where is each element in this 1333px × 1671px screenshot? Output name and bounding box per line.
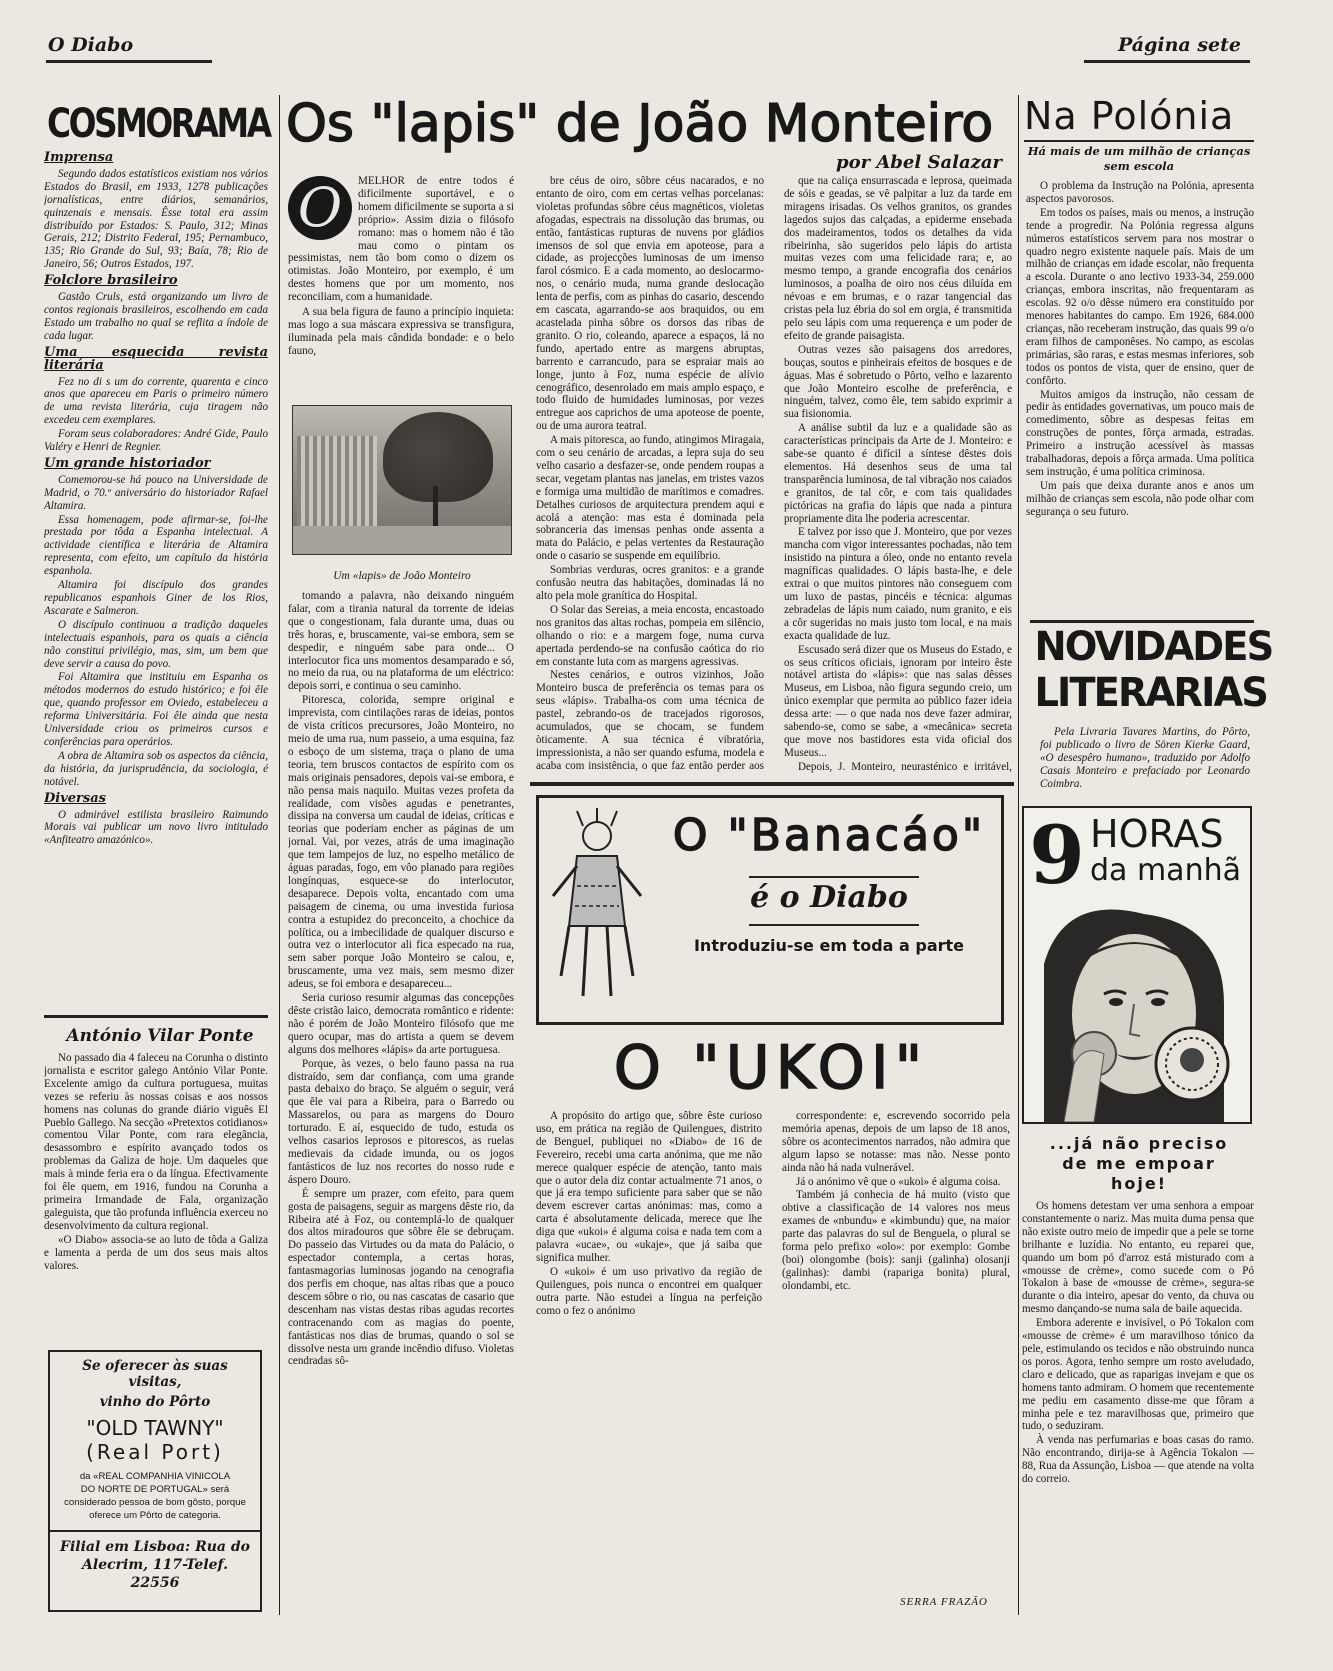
paragraph: No passado dia 4 faleceu na Corunha o distinto jornalista e escritor galego António Vilar Ponte. Excelente amigo da cultura portuguesa, muitas vezes se referiu às nossas coisas e aos nossos homens nas colunas do grande diário viguês El Pueblo Gallego. Na secção «Pretextos cotidianos» comentou Vilar Ponte, com rara elegância, desassombro e espírito avançado todos os problemas da Galiza de hoje. Um daqueles que mais à minde feria era o da língua. Efectivamente foi êle quem, em 1916, fundou na Corunha a primeira Irmandade de Fala, organização galeguista, que tão profunda influência exerceu no desenvolvimento da cultura regional. bbox=[44, 1052, 268, 1232]
wine-sub: (Real Port) bbox=[86, 1440, 224, 1464]
wine-company-c: considerado pessoa de bom gôsto, porque bbox=[64, 1497, 246, 1508]
wine-company-d: oferece um Pôrto de categoria. bbox=[89, 1510, 221, 1521]
paragraph: Outras vezes são paisagens dos arredores, bouças, soutos e pinheirais efeitos de bosques e de águas. Mas é sobretudo o Pôrto, velho e lazarento que João Monteiro escolhe de preferência, e ninguém, talvez, como êle, tem sabido exprimir a sua fisionomia. bbox=[784, 343, 1012, 421]
novidades-title bbox=[1034, 624, 1273, 716]
paragraph: Essa homenagem, pode afirmar-se, foi-lhe prestada por tôda a Espanha intelectual. A actividade científica e literária de Altamira representa, com efeito, um capítulo da história espanhola. bbox=[44, 513, 268, 578]
paragraph: Foi Altamira que instituiu em Espanha os métodos modernos do estudo histórico; e foi êle que, quando professor em Oviedo, estabeleceu a reforma Universitária. Foi êle ainda que nesta Universidade criou os primeiros cursos e conferências para operários. bbox=[44, 671, 268, 748]
novidades-title-a: NOVIDADES bbox=[1034, 624, 1273, 670]
paragraph: Altamira foi discípulo dos grandes republicanos espanhois Giner de los Rios, Ascarate e Salmeron. bbox=[44, 579, 268, 617]
wine-brand: "OLD TAWNY" bbox=[86, 1416, 224, 1440]
wine-company-b: DO NORTE DE PORTUGAL» será bbox=[80, 1484, 230, 1495]
novidades-title-b: LITERARIAS bbox=[1034, 670, 1267, 716]
paragraph: Já o anónimo vê que o «ukoi» é alguma coisa. bbox=[796, 1175, 1001, 1188]
section-heading: Imprensa bbox=[44, 150, 114, 165]
drop-cap: O bbox=[288, 176, 352, 240]
paragraph: Em todos os países, mais ou menos, a instrução tende a progredir. Na Polónia regressa alguns números estatísticos servem para nos mostrar o quadro negro existente naquele país. Mais de um milhão de crianças em idade escolar, não frequenta a escola. Durante o ano lectivo 1933-34, 259.000 crianças, embora inscritas, não frequentaram as escolas. 92 o/o dêsse número era constituído por menores habitantes do campo. Em 1926, 684.000 crianças, não receberam instrução, das quais 99 o/o eram filhos de camponêses. No campo, as escolas primárias, são raras, e estas mesmas inferiores, sob todos os pontos de vista, quer de ensino, quer de confôrto. bbox=[1026, 206, 1254, 387]
polonia-subtitle-a: Há mais de um milhão de crianças bbox=[1027, 144, 1251, 158]
paragraph: E talvez por isso que J. Monteiro, que por vezes mancha com vigor interessantes pochadas, não tem insistido na pintura a óleo, onde no entanto revela magníficas qualidades. O lápis basta-lhe, e dele extrai o que muitos pintores não conseguem com um luxo de pastas, pincéis e técnica: algumas zebradelas de lápis num caiado, num granito, e eis a côr sugeridas no mais justo tom local, e na mais exacta qualidade de luz. bbox=[784, 526, 1012, 642]
main-col3 bbox=[784, 175, 1012, 773]
vilar-title: António Vilar Ponte bbox=[66, 1026, 254, 1046]
paragraph: Também já conhecia de há muito (visto que obtive a classificação de 14 valores nos meus exames de «nbundu» e «kimbundu) que, na maior parte das palavras do sul de Benguela, o plural se forma pelo prefixo «olo»: por exemplo: Gombe (boi) olongombe (bois): sanji (galinha) olosanji (galinhas): dambi (rapariga bonita) plural, olondambi, etc. bbox=[782, 1189, 1010, 1292]
main-col1-bottom bbox=[288, 590, 514, 1612]
tokalon-ad bbox=[1022, 806, 1252, 1124]
paragraph: «O Diabo» associa-se ao luto de tôda a Galiza e lamenta a perda de um dos seus mais altos valores. bbox=[44, 1233, 268, 1272]
ukoi-signature: SERRA FRAZÃO bbox=[900, 1596, 988, 1608]
ukoi-col2 bbox=[782, 1110, 1010, 1590]
paragraph: Porque, às vezes, o belo fauno passa na rua distraído, sem dar confiança, com uma grande pasta debaixo do braço. Se alguém o seguir, verá que êle vai para a Ribeira, para o Barredo ou Massarelos, ou para as margens do Douro torturado. E aí, esquecido de tudo, estuda os velhos casarios leprosos e pitorescos, as ruelas medievais da cidade imunda, ou os jogos fantásticos de luz nos recortes do nosso rude e áspero Douro. bbox=[288, 1057, 514, 1186]
tokalon-body bbox=[1022, 1200, 1254, 1612]
page-number: Página sete bbox=[1118, 34, 1241, 56]
vilar-article bbox=[44, 1052, 268, 1342]
main-title: Os "lapis" de João Monteiro bbox=[286, 94, 994, 154]
divider bbox=[44, 1015, 268, 1018]
wine-company-a: da «REAL COMPANHIA VINICOLA bbox=[79, 1471, 231, 1482]
tokalon-number: 9 bbox=[1029, 808, 1085, 902]
novidades-body: Pela Livraria Tavares Martins, do Pôrto, foi publicado o livro de Sören Kierke Gaard, «O desespêro humano», traduzido por Adolfo Casais Monteiro e prefaciado por Leonardo Coimbra. bbox=[1040, 726, 1250, 790]
polonia-title: Na Polónia bbox=[1024, 92, 1254, 142]
image-caption: Um «lapis» de João Monteiro bbox=[333, 570, 471, 582]
banacao-ad bbox=[536, 795, 1004, 1025]
masthead-left: O Diabo bbox=[48, 34, 134, 56]
banacao-line: Introduziu-se em toda a parte bbox=[693, 936, 965, 955]
lapis-drawing-image bbox=[292, 405, 512, 555]
paragraph: Seria curioso resumir algumas das concepções dêste cristão laico, democrata romântico e ridente: não é porém de João Monteiro filósofo que me quero ocupar, mas do artista a quem se devem alguns dos melhores «lápis» da arte portuguesa. bbox=[288, 992, 514, 1056]
paragraph: Fez no di s um do corrente, quarenta e cinco anos que apareceu em Paris o primeiro número de uma revista literária, cuja tiragem não excedeu cem exemplares. bbox=[44, 375, 268, 427]
header-rule-right bbox=[1084, 60, 1250, 63]
woman-portrait-image bbox=[1024, 904, 1250, 1122]
paragraph: Foram seus colaboradores: André Gide, Paulo Valéry e Henri de Regnier. bbox=[44, 428, 268, 454]
ukoi-title: O "UKOI" bbox=[613, 1034, 929, 1102]
section-heading: Uma esquecida revista literária bbox=[44, 344, 268, 373]
tokalon-horas: HORAS bbox=[1090, 812, 1224, 856]
paragraph: Gastão Cruls, está organizando um livro de contos regionais brasileiros, escolhendo em cada Estado um trabalho no qual se reflita a índole de cada lugar. bbox=[44, 291, 268, 342]
paragraph: bre céus de oiro, sôbre céus nacarados, e no entanto de oiro, com em certas velhas porcelanas: violetas profundas sôbre céus magnéticos, violetas afogadas, espectrais na dissolução das brumas, ou então, fantásticas rupturas de nuvens por gládios imensos de sol que envia em apoteose, para a cidade, as projecções luminosas de um imenso farol cósmico. E a cada momento, ao deslocarmo-nos, o cenário muda, numa grande deslocação lenta de perfis, com as pinhas do casario, descendo em cascata, agarrando-se aos braquidos, ou em acastelada pinha sôbre os dorsos das ribas de granito. O rio, coleando, aparece a espaços, lá no fundo, apertado entre as margens abruptas, barrento e carrancudo, para se espraiar mais ao longe, junto à Foz, numa espécie de alívio cenográfico, desenrolado em mais amplo espaço, e todo fluido de humidades luminosas, por vezes entregue aos caprichos de uma apoteose de poente, ou de uma aurora teatral. bbox=[536, 175, 764, 433]
paragraph: Nestes cenários, e outros vizinhos, João Monteiro busca de preferência os temas para os seus «lápis». Trabalha-os com uma técnica de pastel, zebrando-os de tracejados rigorosos, acumulados, que se chocam, se fundem òticamente. A sua técnica é vibratória, impressionista, a não ser quando esfuma, modela e acaba com insistência, o que faz então perder aos bbox=[536, 669, 764, 772]
section-heading: Um grande historiador bbox=[44, 455, 211, 471]
paragraph: A propósito do artigo que, sôbre êste curioso uso, em prática na região de Quilengues, distrito de Benguel, publiquei no «Diabo» de 16 de Fevereiro, recebi uma carta anónima, que me não merece qualquer espécie de atenção, tanto mais que o autor dela diz contar actualmente 71 anos, o que já era tempo suficiente para saber que se não devem escrever cartas anónimas: mas, como a carta é absolutamente delicada, merece que lhe diga que «ukoi» é alguma coisa e nada tem com a palavra «ucae», ou «ukaje», que já saiba que significa mulher. bbox=[536, 1110, 762, 1264]
paragraph: O admirável estilista brasileiro Raimundo Morais vai publicar um novo livro intitulado «Anfiteatro amazónico». bbox=[44, 808, 268, 847]
paragraph: que na caliça ensurrascada e leprosa, queimada de sóis e geadas, se vê palpitar a luz da tarde em miragens irisadas. Os velhos granitos, os grandes lagedos sujos das calçadas, a epiderme ensebada dos madeiramentos, todos os detalhes da vida ribeirinha, são sugeridos pelo lápis do artista muitas vezes com uma felicidade rara; e, ao mesmo tempo, a grande encografia dos cenários luminosos, a poalha de oiro nos céus diluída em névoas e em brumas, e o razar tangencial das cristas pela luz ébria do sol em orgia, é transmitida pelo seu lápis com uma requerença e um poder de efeito de grande paisagista. bbox=[784, 175, 1012, 342]
paragraph: O problema da Instrução na Polónia, apresenta aspectos pavorosos. bbox=[1026, 180, 1254, 205]
paragraph: Embora aderente e invisível, o Pó Tokalon com «mousse de crème» é um maravilhoso tónico da pele, estimulando os tecidos e não obstruindo nunca os poros. Agora, tenho sempre um rosto aveludado, claro e delicado, que as raparigas invejam e que os homens tanto admiram. O homem que recentemente me pediu em casamento disse-me que fôram a minha pele e tez maravilhosas que, primeiro que tudo, o seduziram. bbox=[1022, 1317, 1254, 1433]
paragraph: Comemorou-se há pouco na Universidade de Madrid, o 70.º aniversário do historiador Rafael Altamira. bbox=[44, 473, 268, 512]
banacao-sub: é o Diabo bbox=[750, 880, 908, 915]
cosmorama-column bbox=[44, 148, 268, 988]
tokalon-slogan-b: de me empoar bbox=[1062, 1154, 1216, 1173]
header-rule-left bbox=[46, 60, 212, 63]
tokalon-slogan-a: ...já não preciso bbox=[1049, 1134, 1229, 1153]
column-rule bbox=[1018, 95, 1019, 1615]
paragraph: Depois, J. Monteiro, neurasténico e irritável, bbox=[798, 760, 1012, 773]
paragraph: É sempre um prazer, com efeito, para quem gosta de paisagens, seguir as margens dêste rio, da Ribeira até à Foz, ou contemplá-lo de qualquer dos altos miradouros que sôbre êle se debruçam. Do passeio das Virtudes ou da mata do Palácio, o espectador contempla, a certas horas, fantasmagorias luminosas jogando na cenografia dos perfis em choque, nas altas ribas que a pouco descem sôbre o rio, ou nas cascatas de casario que descenham nas vistas destas ribas agudas recortes contracenando com as magias do poente, fantásticas nos dias de brumas, quando o sol se dissolve nesta um grande incêndio difuso. Violetas cendradas sô- bbox=[288, 1187, 514, 1368]
wine-branch-b: Alecrim, 117-Telef. 22556 bbox=[82, 1557, 228, 1591]
main-col2 bbox=[536, 175, 764, 773]
paragraph: O «ukoi» é um uso privativo da região de Quilengues, pois nunca o encontrei em qualquer outra parte. Não estudei a língua na perfeição como o fez o anónimo bbox=[536, 1265, 762, 1317]
paragraph: Segundo dados estatísticos existiam nos vários Estados do Brasil, em 1933, 1278 publicações jornalísticas, entre diários, semanários, quinzenais e mensais. Êsse total era assim distribuído por Estados: S. Paulo, 312; Minas Gerais, 212; Distrito Federal, 195; Pernambuco, 135; Rio Grande do Sul, 93; Baía, 78; Rio de Janeiro, 56; Outros Estados, 197. bbox=[44, 167, 268, 271]
wine-ad bbox=[48, 1350, 262, 1612]
paragraph: Sombrias verduras, ocres granitos: e a grande confusão neutra das habitações, dominadas lá no alto pela mole granítica do Hospital. bbox=[536, 564, 764, 602]
clown-figure-image bbox=[547, 806, 647, 1014]
polonia-article bbox=[1026, 180, 1254, 608]
section-heading: Folclore brasileiro bbox=[44, 273, 178, 289]
wine-ad-line2: vinho do Pôrto bbox=[99, 1394, 211, 1410]
paragraph: À venda nas perfumarias e boas casas do ramo. Não encontrando, dirija-se à Agência Tokalon — 88, Rua da Assunção, Lisboa — que atende na volta do correio. bbox=[1022, 1434, 1254, 1486]
paragraph: O Solar das Sereias, a meia encosta, encastoado nos granitos das altas rochas, pompeia em silêncio, olhando o rio: e a margem foge, numa curva apertada perdendo-se na confusão caótica do rio em constante luta com as margens agressivas. bbox=[536, 603, 764, 668]
divider bbox=[530, 782, 1014, 786]
divider bbox=[1030, 620, 1254, 623]
paragraph: A mais pitoresca, ao fundo, atingimos Miragaia, com o seu cenário de arcadas, a lepra suja do seu velho casario a desfazer-se, onde pendem roupas a secar, vegetam plantas nas janelas, em tristes vazos e formiga uma multidão de marítimos e comadres. Detalhes curiosos de arquitectura prendem aqui e acolá a atenção: mas esta é dominada pela sobranceria das imensas penhas onde assenta a mata do Palácio, e pelas vertentes da Restauração onde o casario se suspende em equilíbrio. bbox=[536, 434, 764, 563]
paragraph: Pitoresca, colorida, sempre original e imprevista, com cintilações raras de ideias, pontos de vista críticos precursores, João Monteiro, no meio de uma rua, num passeio, a uma esquina, faz o esboço de um sistema, traça o plano de uma teoria, tem bruscos contactos de espírito com os mais originais pensadores, depois vai-se embora, e não pensa mais naquilo. Muitas vezes profeta da realidade, com visões agudas e penetrantes, dissipa na conversa um caudal de ideias, críticas e teorias que poderiam encher as páginas de um jornal. Vai, por vezes, atrás de uma imaginação que tem lampejos de luz, no espelho metálico de águas paradas, fogo, em vôo planado para regiões longínquas, esquece-se do interlocutor, desaparece. Depois volta, encantado com uma paisagem de cinema, ou uma investida furiosa contra a estupidez do preconceito, a chochice da política, ou a imbecilidade de qualquer discurso e outra vez o interlocutor ali fica especado na rua, sem saber porque João Monteiro se calou, e, bruscamente, uma vez mais, sem mesmo dizer adeus, se foi embora e desapareceu... bbox=[288, 694, 514, 991]
wine-branch-a: Filial em Lisboa: Rua do bbox=[60, 1539, 250, 1555]
polonia-subtitle-b: sem escola bbox=[1103, 159, 1175, 173]
tokalon-slogan-c: hoje! bbox=[1110, 1174, 1167, 1193]
paragraph: O discípulo continuou a tradição daqueles intelectuais espanhois, para os quais a ciência não constitui privilégio, mas, sim, um bem que deve servir a causa do povo. bbox=[44, 618, 268, 670]
column-rule bbox=[279, 95, 280, 1615]
paragraph: correspondente: e, escrevendo socorrido pela memória apenas, depois de um lapso de 18 anos, sôbre os acontecimentos narrados, não admira que algum lapso se notasse: mas não. Nesse ponto ainda não há nada vulnerável. bbox=[782, 1110, 1010, 1174]
paragraph: Os homens detestam ver uma senhora a empoar constantemente o nariz. Mas muita duma pensa que não existe outro meio de impedir que a pele se torne brilhante e luzídia. No entanto, eu reparei que, quando um bom pó d'arroz está misturado com a «mousse de crème», como sucede com o Pó Tokalon à base de «mousse de crème», segura-se durante o dia inteiro, apesar do vento, da chuva ou mesmo dançando-se numa sala de baile aquecida. bbox=[1022, 1200, 1254, 1316]
section-heading: Diversas bbox=[44, 790, 106, 806]
wine-ad-line1: Se oferecer às suas visitas, bbox=[82, 1358, 228, 1390]
main-col1-top: MELHOR de entre todos é dificilmente suportável, e o homem dificilmente se suporta a si próprio». Assim dizia o filósofo romano: mas o homem não é tão mau como o pintam os pessimistas, nem tão bom como o dizem os otimistas. João Monteiro, por exemplo, é um destes homens que por um momento, nos reconciliam, com a humanidade. A sua bela figura de fauno a princípio inquieta: mas logo a sua máscara expressiva se transfigura, iluminada pela mais cândida bondade: e o belo fauno, bbox=[288, 175, 514, 357]
cosmorama-title: COSMORAMA bbox=[47, 101, 270, 147]
paragraph: Um país que deixa durante anos e anos um milhão de crianças sem escola, não pode olhar com segurança o seu futuro. bbox=[1026, 479, 1254, 518]
paragraph: Muitos amigos da instrução, não cessam de pedir às entidades governativas, um pouco mais de comedimento, sôbre as despesas feitas em construções de pontes, fôrça armada, estradas. Primeiro a instrução acessível às massas trabalhadoras, depois a fôrça armada. Uma política sem instrução, é uma política criminosa. bbox=[1026, 388, 1254, 478]
byline: por Abel Salazar bbox=[836, 152, 1002, 173]
paragraph: A análise subtil da luz e a qualidade são as características principais da Arte de J. Monteiro: e sabe-se quanto é difícil a síntese dêstes dois elementos. Há desenhos seus de uma tal transparência luminosa, de tal vibração nos caiados e granitos, de tal côr, e com tais qualidades pictóricas na grafia do lápis que nada a pintura propriamente dita lhe poderia acrescentar. bbox=[784, 422, 1012, 525]
ukoi-col1 bbox=[536, 1110, 762, 1610]
paragraph: Escusado será dizer que os Museus do Estado, e os seus críticos oficiais, ignoram por inteiro êste notável artista do «lápis»: que nas salas dêsses Museus, em Lisboa, não figura segundo creio, um único exemplar que permita ao público fazer ideia dessa arte: — o que nada nos deve fazer admirar, sabendo-se, como se sabe, a «mecânica» secreta que move nos bastidores esta vida oficial dos Museus... bbox=[784, 643, 1012, 759]
banacao-title: O "Banacáo" bbox=[672, 810, 986, 861]
paragraph: A obra de Altamira sob os aspectos da ciência, da história, da jurisprudência, da sociologia, é notável. bbox=[44, 749, 268, 788]
paragraph: tomando a palavra, não deixando ninguém falar, com a tirania natural da torrente de ideias que o congestionam, fala durante uma, duas ou três horas, e, bruscamente, vai-se embora, sem se despedir, e ninguém sabe para onde... O interlocutor fica uns momentos desamparado e só, no meio da rua, ou na plataforma de um eléctrico: depois sorri, e continua o seu caminho. bbox=[288, 590, 514, 693]
tokalon-manha: da manhã bbox=[1090, 853, 1241, 888]
